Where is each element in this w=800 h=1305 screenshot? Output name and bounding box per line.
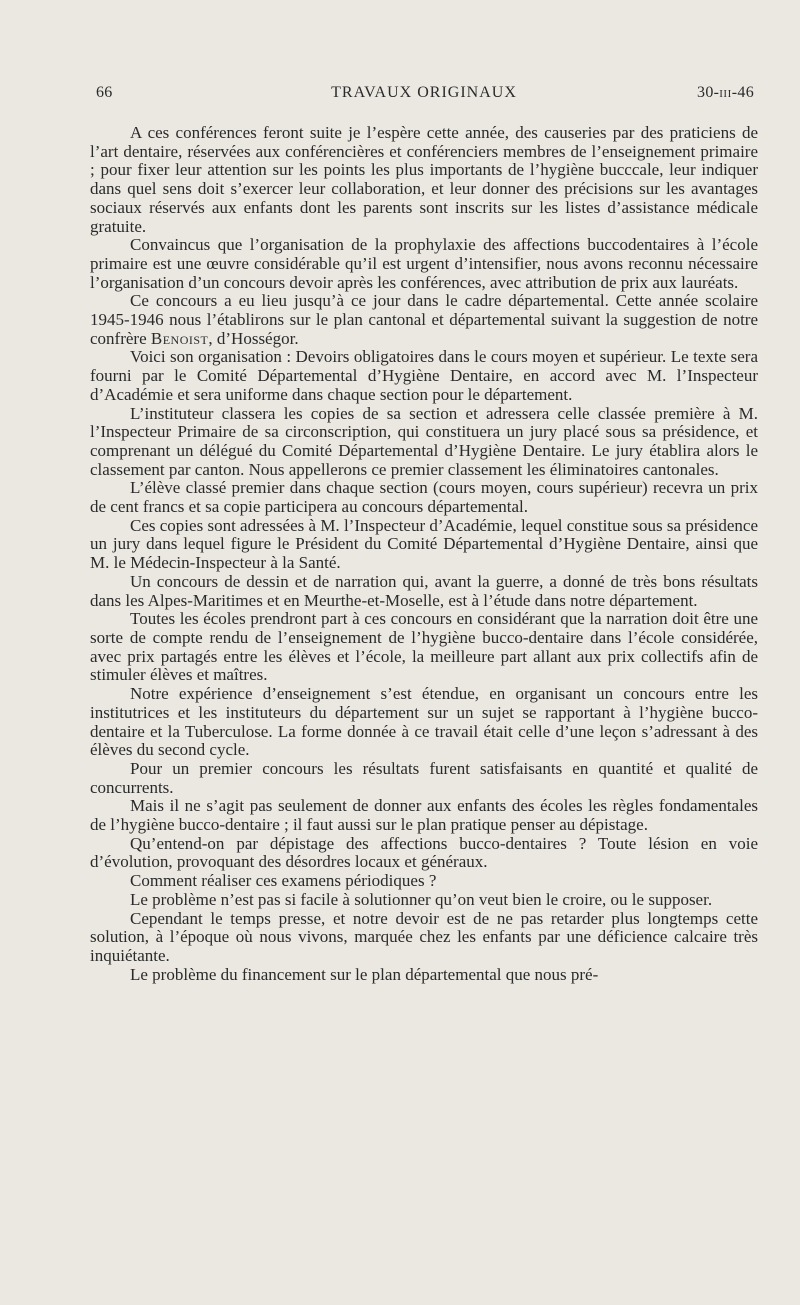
paragraph-3 — [90, 292, 758, 348]
paragraph-16: Cependant le temps presse, et notre devoir est de ne pas retarder plus longtemps cette solution, à l’époque où nous vivons, marquée chez les enfants par une déficience calcaire très inquiétante. — [90, 908, 758, 965]
paragraph-8: Un concours de dessin et de narration qui, avant la guerre, a donné de très bons résultats dans les Alpes-Maritimes et en Meurthe-et-Moselle, est à l’étude dans notre département. — [90, 571, 758, 610]
paragraph-2: Convaincus que l’organisation de la prophylaxie des affections buccodentaires à l’école primaire est une œuvre considérable qu’il est urgent d’intensifier, nous avons reconnu nécessaire l’organisation d’un concours devoir après les conférences, avec attribution de prix aux lauréats. — [90, 235, 758, 292]
paragraph-10: Notre expérience d’enseignement s’est étendue, en organisant un concours entre les institutrices et les instituteurs du département sur un sujet se rapportant à l’hygiène bucco-dentaire et la Tuberculose. La forme donnée à ce travail était celle d’une leçon s’adressant à des élèves du second cycle. — [90, 684, 758, 760]
paragraph-7: Ces copies sont adressées à M. l’Inspecteur d’Académie, lequel constitue sous sa présidence un jury dans lequel figure le Président du Comité Départemental d’Hygiène Dentaire, ainsi que M. le Médecin-Inspecteur à la Santé. — [90, 515, 758, 573]
issue-date-month: iii — [719, 84, 732, 101]
author-name-benoist: Benoist — [150, 328, 209, 348]
paragraph-17: Le problème du financement sur le plan départemental que nous pré- — [130, 964, 599, 984]
paragraph-9: Toutes les écoles prendront part à ces concours en considérant que la narration doit être une sorte de compte rendu de l’enseignement de l’hygiène bucco-dentaire dans l’école considérée, avec prix partagés entre les élèves et l’école, la meilleure part allant aux prix collectifs afin de stimuler élèves et maîtres. — [90, 609, 758, 685]
running-header — [94, 84, 754, 106]
issue-date-year: -46 — [731, 84, 754, 101]
paragraph-13: Qu’entend-on par dépistage des affections bucco-dentaires ? Toute lésion en voie d’évolution, provoquant des désordres locaux et généraux. — [90, 833, 758, 872]
paragraph-3-text-end: , d’Hosségor. — [208, 328, 299, 348]
paragraph-12: Mais il ne s’agit pas seulement de donner aux enfants des écoles les règles fondamentales de l’hygiène bucco-dentaire ; il faut aussi sur le plan pratique penser au dépistage. — [90, 796, 758, 835]
paragraph-4: Voici son organisation : Devoirs obligatoires dans le cours moyen et supérieur. Le texte sera fourni par le Comité Départemental d’Hygiène Dentaire, en accord avec M. l’Inspecteur d’Académie et sera uniforme dans chaque section pour le département. — [90, 347, 758, 404]
paragraph-14: Comment réaliser ces examens périodiques ? — [130, 871, 437, 891]
issue-date-day: 30- — [697, 84, 720, 101]
paragraph-5: L’instituteur classera les copies de sa section et adressera celle classée première à M. l’Inspecteur Primaire de sa circonscription, qui constituera un jury placé sous sa présidence, et comprenant un délégué du Comité Départemental d’Hygiène Dentaire. Le jury établira alors le classement par canton. Nous appellerons ce premier classement les éliminatoires cantonales. — [90, 403, 758, 479]
paragraph-11: Pour un premier concours les résultats furent satisfaisants en quantité et qualité de concurrents. — [90, 758, 758, 797]
paragraph-6: L’élève classé premier dans chaque section (cours moyen, cours supérieur) recevra un prix de cent francs et sa copie participera au concours départemental. — [90, 478, 758, 517]
paragraph-1: A ces conférences feront suite je l’espère cette année, des causeries par des praticiens de l’art dentaire, réservées aux conférencières et conférenciers membres de l’enseignement primaire ; pour fixer leur attention sur les points les plus importants de l’hygiène bucccale, leur indiquer dans quel sens doit s’exercer leur collaboration, et leur donner des précisions sur les avantages sociaux réservés aux enfants dont les parents sont inscrits sur les listes d’assistance médicale gratuite. — [90, 123, 758, 236]
running-title: TRAVAUX ORIGINAUX — [331, 84, 517, 101]
article-body — [90, 124, 758, 984]
paragraph-3-text-start: Ce concours a eu lieu jusqu’à ce jour dans le cadre départemental. Cette année scolaire 1945-1946 nous l’établirons sur le plan cantonal et départemental suivant la suggestion de notre confrère — [90, 291, 758, 348]
paragraph-15: Le problème n’est pas si facile à solutionner qu’on veut bien le croire, ou le supposer. — [130, 889, 713, 909]
issue-date — [697, 84, 754, 102]
page-number: 66 — [96, 84, 113, 101]
